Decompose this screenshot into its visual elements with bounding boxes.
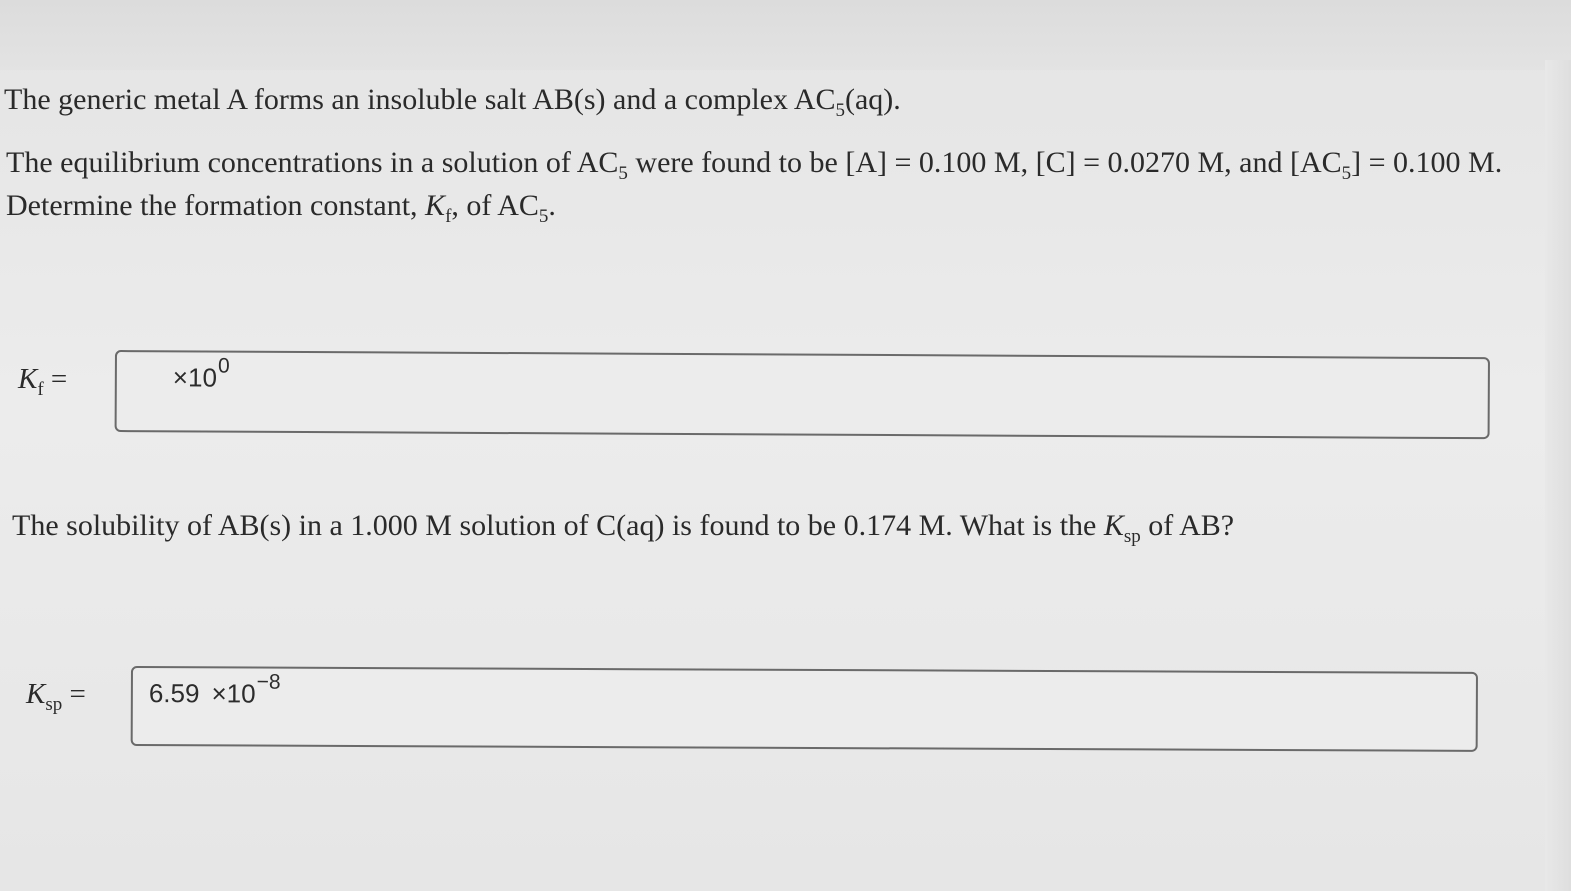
kf-exponent: 0	[217, 354, 230, 378]
ksp-answer-field[interactable]	[131, 666, 1478, 752]
ksp-exponent: −8	[256, 670, 281, 694]
top-band	[0, 0, 1571, 70]
question-prompt-kf: Determine the formation constant, $K_f$, of $AC_5$.	[6, 189, 556, 227]
kf-label: $K_f$ =	[18, 363, 68, 400]
question-solubility: The solubility of AB(s) in a 1.000 M solution of C(aq) is found to be 0.174 M. What is the $K_{sp}$ of AB?	[12, 509, 1235, 547]
ksp-value: 6.59	[148, 678, 200, 709]
kf-answer-text	[172, 354, 230, 393]
ksp-label: $K_{sp}$ =	[26, 678, 86, 715]
kf-multiplier: ×10	[172, 362, 218, 393]
ksp-answer-text	[148, 670, 281, 710]
problem-content	[0, 70, 1545, 891]
ksp-multiplier: ×10	[211, 678, 256, 709]
page-edge	[1545, 60, 1571, 891]
question-intro: The generic metal A forms an insoluble salt AB(s) and a complex $AC_5(aq)$.	[4, 83, 901, 121]
kf-answer-field[interactable]	[115, 350, 1490, 439]
question-concentrations: The equilibrium concentrations in a solution of $AC_5$ were found to be [A] = 0.100 M, [C] = 0.0270 M, and $[AC_5] = 0.100$ M.	[6, 146, 1503, 184]
